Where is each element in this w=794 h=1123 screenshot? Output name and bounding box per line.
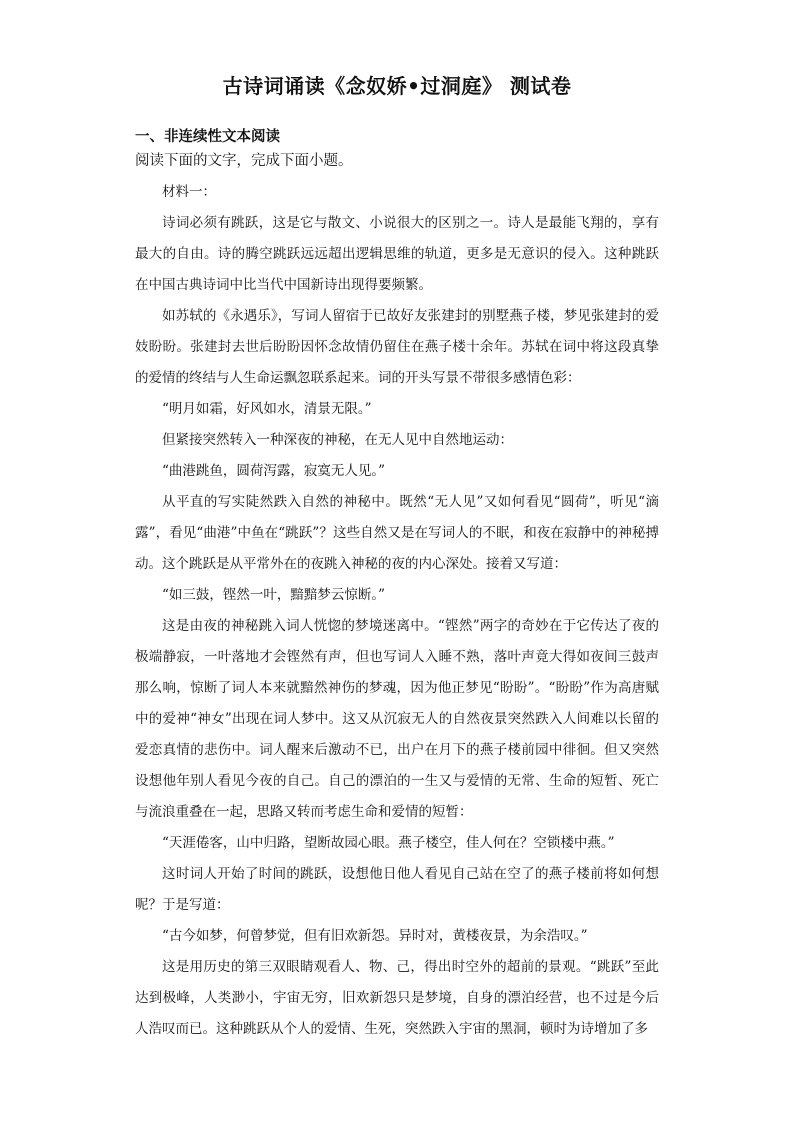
quote-line: “天涯倦客，山中归路，望断故园心眼。燕子楼空，佳人何在？空锁楼中燕。” (162, 835, 615, 851)
paragraph: 诗词必须有跳跃，这是它与散文、小说很大的区别之一。诗人是最能飞翔的，享有最大的自由。诗的腾空跳跃远远超出逻辑思维的轨道，更多是无意识的侵入。这种跳跃在中国古典诗词中比当代中国新诗出现得要频繁。 (135, 215, 659, 293)
material-label: 材料一： (162, 184, 216, 200)
material-body (135, 177, 659, 1045)
quote-line: “明月如霜，好风如水，清景无限。” (162, 401, 372, 417)
paragraph: 但紧接突然转入一种深夜的神秘，在无人见中自然地运动： (162, 432, 513, 448)
quote-line: “曲港跳鱼，圆荷泻露，寂寞无人见。” (162, 463, 386, 479)
section-heading: 一、非连续性文本阅读 (135, 129, 280, 145)
paragraph: 从平直的写实陡然跌入自然的神秘中。既然“无人见”又如何看见“圆荷”，听见“滴露”，看见“曲港”中鱼在“跳跃”？这些自然又是在写词人的不眠，和夜在寂静中的神秘搏动。这个跳跃是从平常外在的夜跳入神秘的夜的内心深处。接着又写道： (135, 494, 659, 572)
paragraph: 这是由夜的神秘跳入词人恍惚的梦境迷离中。“铿然”两字的奇妙在于它传达了夜的极端静寂，一叶落地才会铿然有声，但也写词人入睡不熟，落叶声竟大得如夜间三鼓声那么响，惊断了词人本来就黯然神伤的梦魂，因为他正梦见“盼盼”。“盼盼”作为高唐赋中的爱神“神女”出现在词人梦中。这又从沉寂无人的自然夜景突然跌入人间难以长留的爱恋真情的悲伤中。词人醒来后激动不已，出户在月下的燕子楼前园中徘徊。但又突然设想他年别人看见今夜的自己。自己的漂泊的一生又与爱情的无常、生命的短暂、死亡与流浪重叠在一起，思路又转而考虑生命和爱情的短暂： (135, 618, 659, 820)
paragraph: 如苏轼的《永遇乐》，写词人留宿于已故好友张建封的别墅燕子楼，梦见张建封的爱妓盼盼。张建封去世后盼盼因怀念故情仍留住在燕子楼十余年。苏轼在词中将这段真挚的爱情的终结与人生命运飘忽联系起来。词的开头写景不带很多感情色彩： (135, 308, 659, 386)
paragraph: 这是用历史的第三双眼睛观看人、物、己，得出时空外的超前的景观。“跳跃”至此达到极峰，人类渺小，宇宙无穷，旧欢新怨只是梦境，自身的漂泊经营，也不过是今后人浩叹而已。这种跳跃从个人的爱情、生死，突然跌入宇宙的黑洞，顿时为诗增加了多 (135, 959, 659, 1037)
quote-line: “如三鼓，铿然一叶，黯黯梦云惊断。” (162, 587, 386, 603)
instruction-text: 阅读下面的文字，完成下面小题。 (135, 153, 353, 169)
quote-line: “古今如梦，何曾梦觉，但有旧欢新怨。异时对，黄楼夜景，为余浩叹。” (162, 928, 588, 944)
paragraph: 这时词人开始了时间的跳跃，设想他日他人看见自己站在空了的燕子楼前将如何想呢？于是写道： (135, 866, 659, 913)
page-title: 古诗词诵读《念奴娇•过洞庭》 测试卷 (222, 74, 572, 98)
